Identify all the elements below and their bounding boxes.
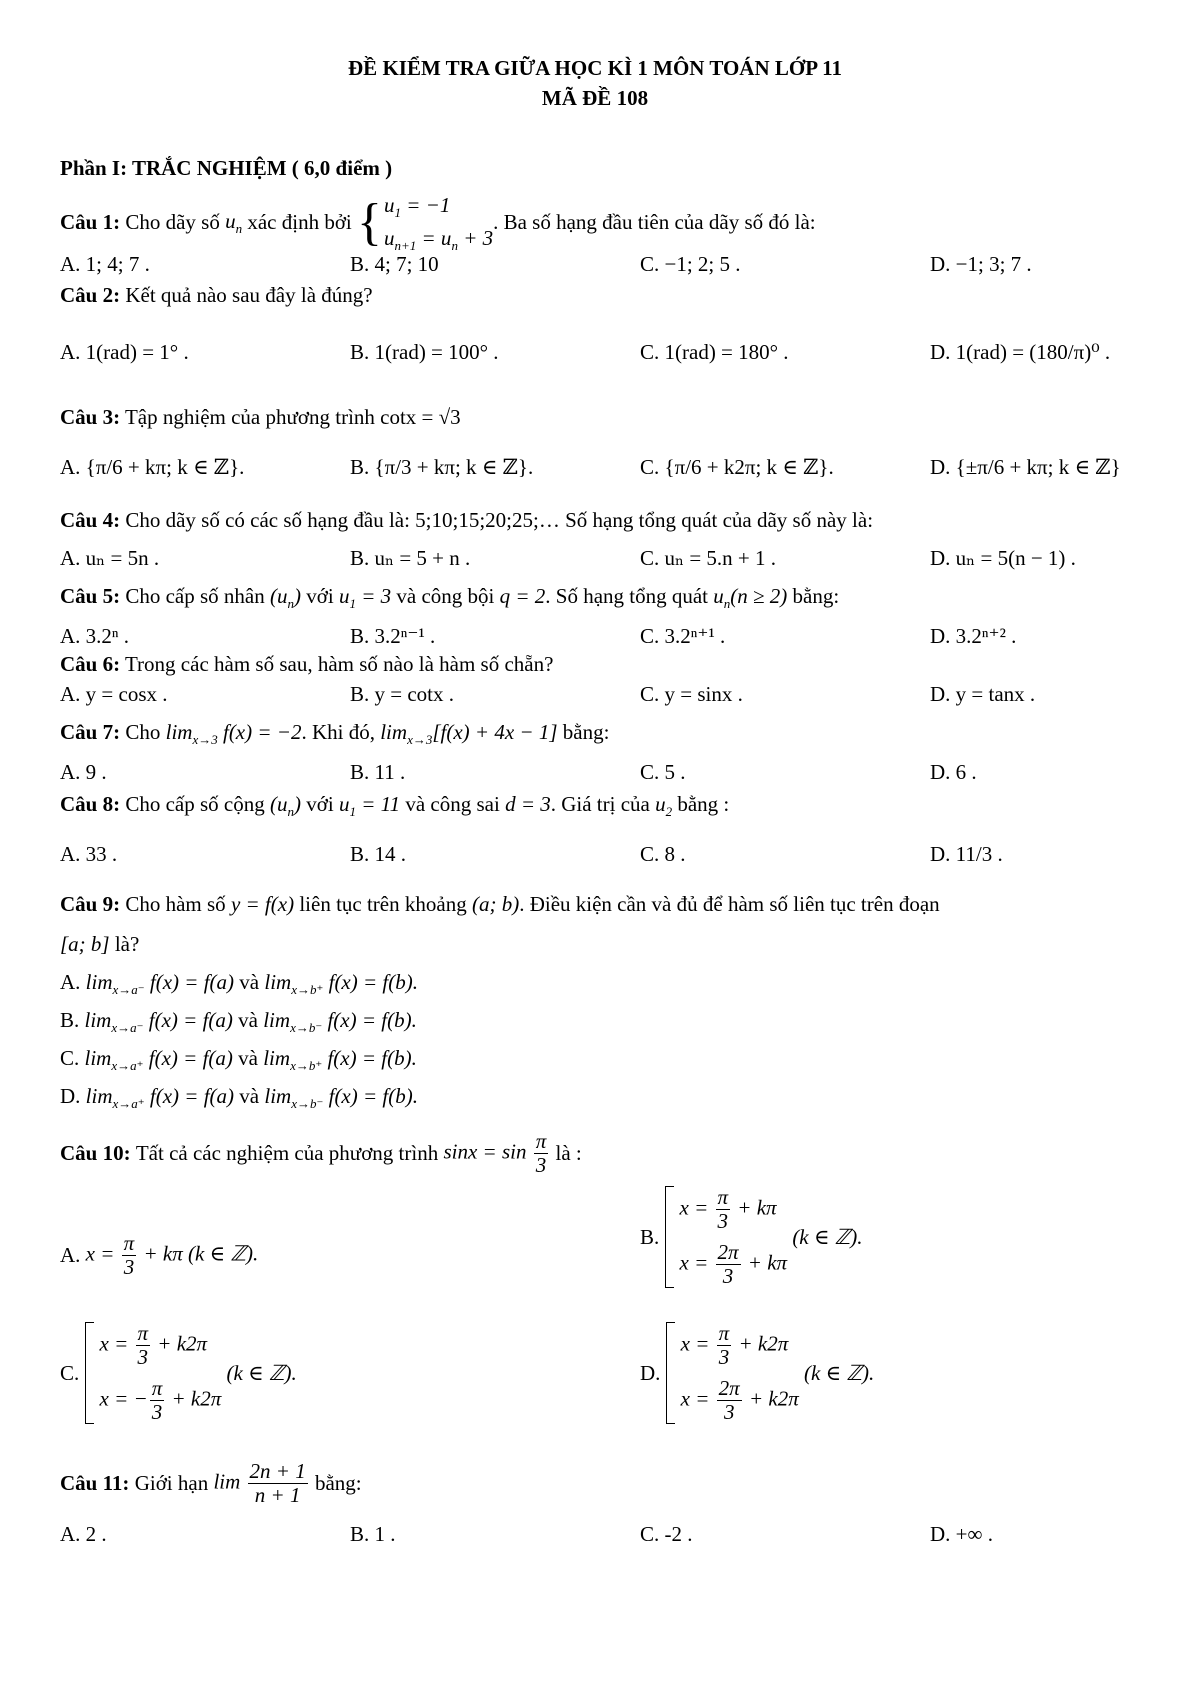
- math-sequence: $(u_n)$: [270, 792, 301, 820]
- question-label: Câu 7:: [60, 720, 121, 744]
- question-text: Tất cả các nghiệm của phương trình: [135, 1141, 439, 1166]
- question-text: bằng:: [792, 584, 840, 608]
- option-c[interactable]: C. 5 .: [640, 760, 686, 784]
- math-system: { $u_1 = -1$ $u_{n+1} = u_n + 3$: [357, 193, 494, 253]
- option-d[interactable]: D. −1; 3; 7 .: [930, 252, 1032, 276]
- option-a[interactable]: A. x = $\frac{\pi}{3}$ + kπ (k ∈ ℤ).: [60, 1231, 259, 1280]
- question-9: [60, 892, 940, 917]
- question-11: [60, 1460, 362, 1507]
- question-text: Kết quả nào sau đây là đúng?: [125, 283, 373, 307]
- question-label: Câu 3:: [60, 405, 121, 429]
- option-c[interactable]: C. -2 .: [640, 1522, 693, 1546]
- math-general-term: $u_n(n \ge 2)$: [713, 584, 788, 612]
- option-c[interactable]: C. 8 .: [640, 842, 686, 866]
- option-b[interactable]: B. 1 .: [350, 1522, 396, 1546]
- question-text: Trong các hàm số sau, hàm số nào là hàm số chẵn?: [124, 652, 554, 676]
- question-text: Cho cấp số cộng: [125, 792, 265, 816]
- question-10: [60, 1130, 582, 1177]
- option-a[interactable]: A. 2 .: [60, 1522, 107, 1546]
- option-a[interactable]: A. 9 .: [60, 760, 107, 784]
- question-text: . Số hạng tổng quát: [545, 584, 709, 608]
- option-d[interactable]: D. +∞ .: [930, 1522, 993, 1546]
- question-text: Cho dãy số có các số hạng đầu là: 5;10;15;20;25;… Số hạng tổng quát của dãy số này là:: [125, 508, 874, 532]
- question-text: . Khi đó,: [301, 720, 375, 744]
- question-text: xác định bởi: [247, 210, 352, 235]
- question-text: Cho hàm số: [125, 892, 226, 916]
- option-b[interactable]: B. 1(rad) = 100° .: [350, 340, 499, 364]
- question-label: Câu 10:: [60, 1141, 131, 1166]
- question-text: và công bội: [396, 584, 495, 608]
- exam-code: MÃ ĐỀ 108: [541, 86, 649, 110]
- option-a[interactable]: A. y = cosx .: [60, 682, 168, 706]
- question-9-continued: [60, 932, 139, 957]
- question-text: bằng:: [562, 720, 610, 744]
- question-text: Cho dãy số: [125, 210, 220, 235]
- option-b[interactable]: B. y = cotx .: [350, 682, 455, 706]
- option-b[interactable]: B. uₙ = 5 + n .: [350, 546, 471, 570]
- math-first-term: $u_1 = 3$: [338, 584, 392, 612]
- question-2: [60, 283, 373, 308]
- option-a[interactable]: A. {π/6 + kπ; k ∈ ℤ}.: [60, 455, 245, 479]
- option-a[interactable]: A. 1(rad) = 1° .: [60, 340, 189, 364]
- option-c[interactable]: C. 1(rad) = 180° .: [640, 340, 789, 364]
- option-d[interactable]: D. 6 .: [930, 760, 977, 784]
- option-d[interactable]: D. uₙ = 5(n − 1) .: [930, 546, 1076, 570]
- question-1: [60, 190, 816, 255]
- question-text: và công sai: [405, 792, 500, 816]
- math-term: $u_2$: [655, 792, 673, 820]
- question-label: Câu 5:: [60, 584, 121, 608]
- option-b[interactable]: B. $\lim_{x\to a^-} f(x) = f(a)$ và $\lim_{x\to b^-} f(x) = f(b)$.: [60, 1008, 417, 1036]
- question-label: Câu 9:: [60, 892, 121, 916]
- question-label: Câu 11:: [60, 1471, 130, 1496]
- question-5: [60, 584, 839, 612]
- question-label: Câu 6:: [60, 652, 121, 676]
- question-text: với: [306, 792, 334, 816]
- math-ratio: q = 2: [499, 584, 546, 608]
- question-label: Câu 4:: [60, 508, 121, 532]
- option-d[interactable]: D. x = $\frac{\pi}{3}$ + k2π x = $\frac{2\pi}{3}$ + k2π (k ∈ ℤ).: [640, 1321, 875, 1425]
- question-label: Câu 1:: [60, 210, 121, 235]
- question-text: . Giá trị của: [550, 792, 650, 816]
- question-text: Giới hạn: [134, 1471, 209, 1496]
- option-c[interactable]: C. −1; 2; 5 .: [640, 252, 741, 276]
- question-text: là :: [555, 1141, 582, 1166]
- math-limit-expression: $\lim_{x\to 3}[f(x) + 4x - 1]$: [380, 720, 558, 748]
- math-limit: $\lim_{x\to 3} f(x) = -2$: [165, 720, 302, 748]
- question-text: bằng:: [314, 1471, 362, 1496]
- exam-title: ĐỀ KIỂM TRA GIỮA HỌC KÌ 1 MÔN TOÁN LỚP 11: [348, 56, 842, 80]
- question-8: [60, 792, 729, 820]
- option-c[interactable]: C. x = $\frac{\pi}{3}$ + k2π x = − $\frac{\pi}{3}$ + k2π (k ∈ ℤ).: [60, 1321, 297, 1425]
- option-b[interactable]: B. 3.2ⁿ⁻¹ .: [350, 624, 436, 648]
- question-text: liên tục trên khoảng: [299, 892, 467, 916]
- option-c[interactable]: C. {π/6 + k2π; k ∈ ℤ}.: [640, 455, 834, 479]
- question-4: [60, 508, 873, 533]
- option-b[interactable]: B. x = $\frac{\pi}{3}$ + kπ x = $\frac{2\pi}{3}$ + kπ (k ∈ ℤ).: [640, 1185, 863, 1289]
- question-7: [60, 720, 609, 748]
- option-d[interactable]: D. 3.2ⁿ⁺² .: [930, 624, 1017, 648]
- option-d[interactable]: D. {±π/6 + kπ; k ∈ ℤ}: [930, 455, 1121, 479]
- option-a[interactable]: A. $\lim_{x\to a^-} f(x) = f(a)$ và $\lim_{x\to b^+} f(x) = f(b)$.: [60, 970, 418, 998]
- option-d[interactable]: D. $\lim_{x\to a^+} f(x) = f(a)$ và $\lim_{x\to b^-} f(x) = f(b)$.: [60, 1084, 418, 1112]
- question-3: [60, 405, 461, 430]
- option-d[interactable]: D. y = tanx .: [930, 682, 1036, 706]
- option-b[interactable]: B. {π/3 + kπ; k ∈ ℤ}.: [350, 455, 534, 479]
- question-text: bằng :: [677, 792, 730, 816]
- question-label: Câu 8:: [60, 792, 121, 816]
- question-text: Cho cấp số nhân: [125, 584, 265, 608]
- option-c[interactable]: C. 3.2ⁿ⁺¹ .: [640, 624, 726, 648]
- math-interval: (a; b): [471, 892, 520, 916]
- option-b[interactable]: B. 11 .: [350, 760, 406, 784]
- option-a[interactable]: A. 3.2ⁿ .: [60, 624, 130, 648]
- math-sequence: $(u_n)$: [270, 584, 301, 612]
- question-text: là?: [114, 932, 140, 956]
- option-c[interactable]: C. $\lim_{x\to a^+} f(x) = f(a)$ và $\lim_{x\to b^+} f(x) = f(b)$.: [60, 1046, 417, 1074]
- question-6: [60, 652, 553, 677]
- math-limit: lim $\frac{2n + 1}{n + 1}$: [213, 1459, 306, 1508]
- option-a[interactable]: A. 33 .: [60, 842, 118, 866]
- option-b[interactable]: B. 4; 7; 10: [350, 252, 439, 276]
- question-text: . Ba số hạng đầu tiên của dãy số đó là:: [493, 210, 816, 235]
- question-text: với: [306, 584, 334, 608]
- question-label: Câu 2:: [60, 283, 121, 307]
- option-a[interactable]: A. 1; 4; 7 .: [60, 252, 150, 276]
- option-d[interactable]: D. 1(rad) = (180/π)⁰ .: [930, 340, 1111, 364]
- math-difference: d = 3: [505, 792, 551, 816]
- math-first-term: $u_1 = 11$: [338, 792, 401, 820]
- math-sequence: $u_n$: [225, 208, 243, 236]
- math-equation: sinx = sin $\frac{\pi}{3}$: [443, 1129, 547, 1178]
- question-text: . Điều kiện cần và đủ để hàm số liên tục trên đoạn: [519, 892, 940, 916]
- option-a[interactable]: A. uₙ = 5n .: [60, 546, 160, 570]
- section-title: Phần I: TRẮC NGHIỆM ( 6,0 điểm ): [60, 156, 393, 180]
- option-c[interactable]: C. y = sinx .: [640, 682, 743, 706]
- math-segment: [a; b]: [60, 932, 110, 956]
- question-text: Cho: [125, 720, 161, 744]
- option-c[interactable]: C. uₙ = 5.n + 1 .: [640, 546, 777, 570]
- option-d[interactable]: D. 11/3 .: [930, 842, 1003, 866]
- math-function: y = f(x): [230, 892, 295, 916]
- option-b[interactable]: B. 14 .: [350, 842, 407, 866]
- question-text: Tập nghiệm của phương trình cotx = √3: [124, 405, 461, 429]
